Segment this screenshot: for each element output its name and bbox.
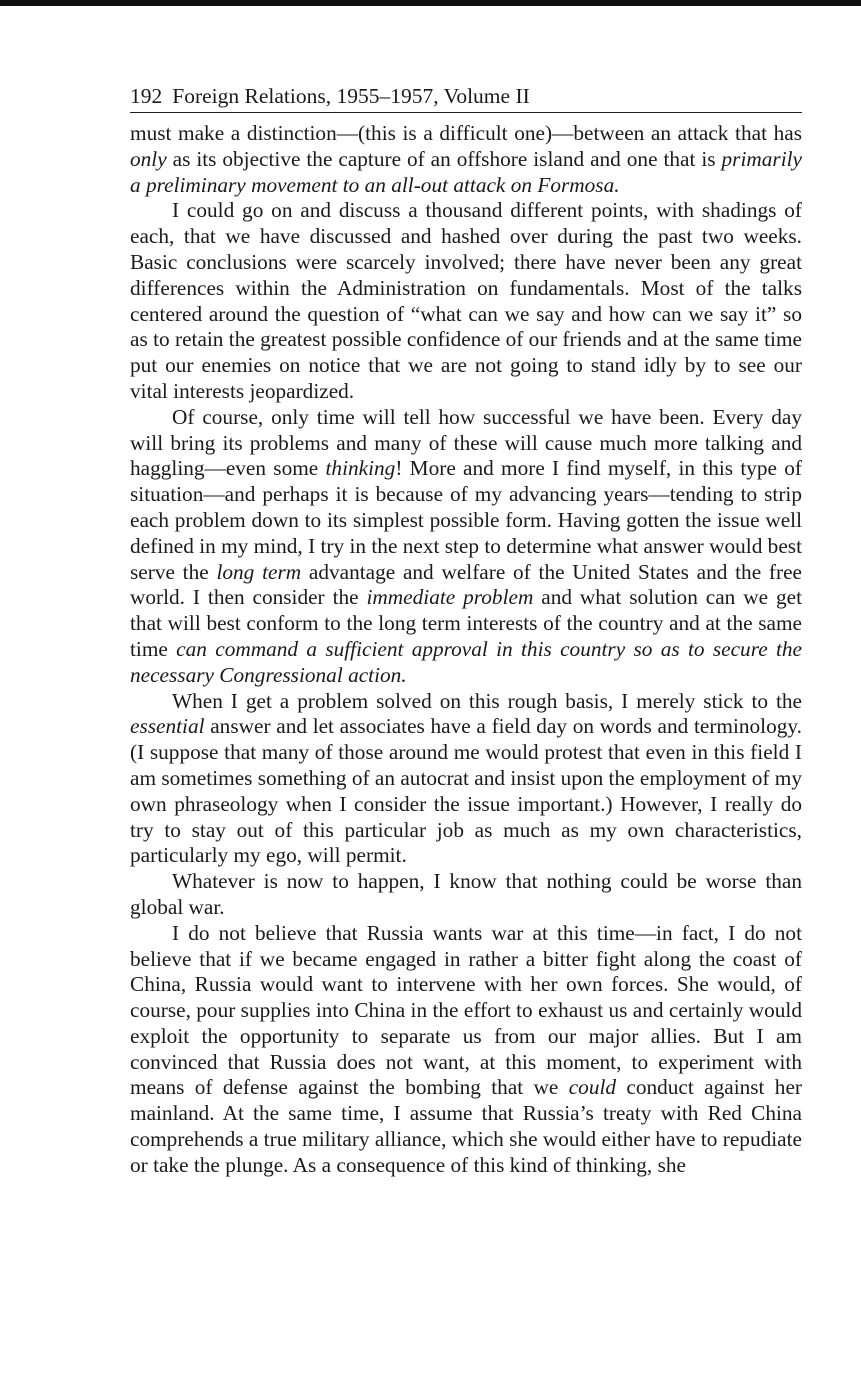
text-run: I could go on and discuss a thousand different points, with shadings of each, that we have discussed and hashed over during the past two weeks. Basic conclusions were scarcely involved; there have never been any great differences within the Administration on fundamentals. Most of the talks centered around the question of “what can we say and how can we say it” so as to retain the greatest possible confidence of our friends and at the same time put our enemies on notice that we are not going to stand idly by to see our vital interests jeopardized. — [130, 198, 802, 403]
italic-text: only — [130, 146, 167, 171]
document-page — [130, 84, 802, 1179]
paragraph — [130, 869, 802, 921]
paragraph — [130, 121, 802, 198]
italic-text: immediate problem — [366, 585, 534, 610]
page-number: 192 — [130, 84, 163, 108]
paragraph — [130, 198, 802, 404]
italic-text: primarily a preliminary movement to an all-out attack on Formosa. — [130, 146, 802, 197]
text-run: When I get a problem solved on this rough basis, I merely stick to the — [172, 688, 802, 713]
paragraph — [130, 689, 802, 870]
text-run: conduct against her mainland. At the same time, I assume that Russia’s treaty with Red China comprehends a true military alliance, which she would either have to repudiate or take the plunge. As a consequence of this kind of thinking, she — [130, 1075, 802, 1177]
running-title: Foreign Relations, 1955–1957, Volume II — [172, 84, 530, 108]
text-run: advantage and welfare of the United States and the free world. I then consider the — [130, 559, 802, 610]
text-run: as its objective the capture of an offshore island and one that is — [166, 146, 722, 171]
body-text — [130, 121, 802, 1179]
italic-text: thinking — [325, 456, 396, 481]
page-top-edge — [0, 0, 861, 6]
italic-text: essential — [130, 714, 205, 739]
paragraph — [130, 921, 802, 1179]
italic-text: can command a sufficient approval in this country so as to secure the necessary Congressional action. — [130, 636, 802, 687]
text-run: Of course, only time will tell how successful we have been. Every day will bring its problems and many of these will cause much more talking and haggling—even some — [130, 404, 802, 481]
italic-text: long term — [216, 559, 302, 584]
running-header — [130, 84, 802, 113]
text-run: Whatever is now to happen, I know that nothing could be worse than global war. — [130, 869, 802, 919]
text-run: and what solution can we get that will best conform to the long term interests of the country and at the same time — [130, 585, 802, 661]
text-run: answer and let associates have a field day on words and terminology. (I suppose that many of those around me would protest that even in this field I am sometimes something of an autocrat and insist upon the employment of my own phraseology when I consider the issue important.) However, I really do try to stay out of this particular job as much as my own characteristics, particularly my ego, will permit. — [130, 714, 802, 868]
paragraph — [130, 405, 802, 689]
text-run: must make a distinction—(this is a difficult one)—between an attack that has — [130, 121, 802, 145]
text-run: ! More and more I find myself, in this type of situation—and perhaps it is because of my advancing years—tending to strip each problem down to its simplest possible form. Having gotten the issue well defined in my mind, I try in the next step to determine what answer would best serve the — [130, 456, 802, 584]
text-run: I do not believe that Russia wants war at this time—in fact, I do not believe that if we became engaged in rather a bitter fight along the coast of China, Russia would want to intervene with her own forces. She would, of course, pour supplies into China in the effort to exhaust us and certainly would exploit the opportunity to separate us from our major allies. But I am convinced that Russia does not want, at this moment, to experiment with means of defense against the bombing that we — [130, 920, 802, 1100]
italic-text: could — [568, 1075, 617, 1100]
